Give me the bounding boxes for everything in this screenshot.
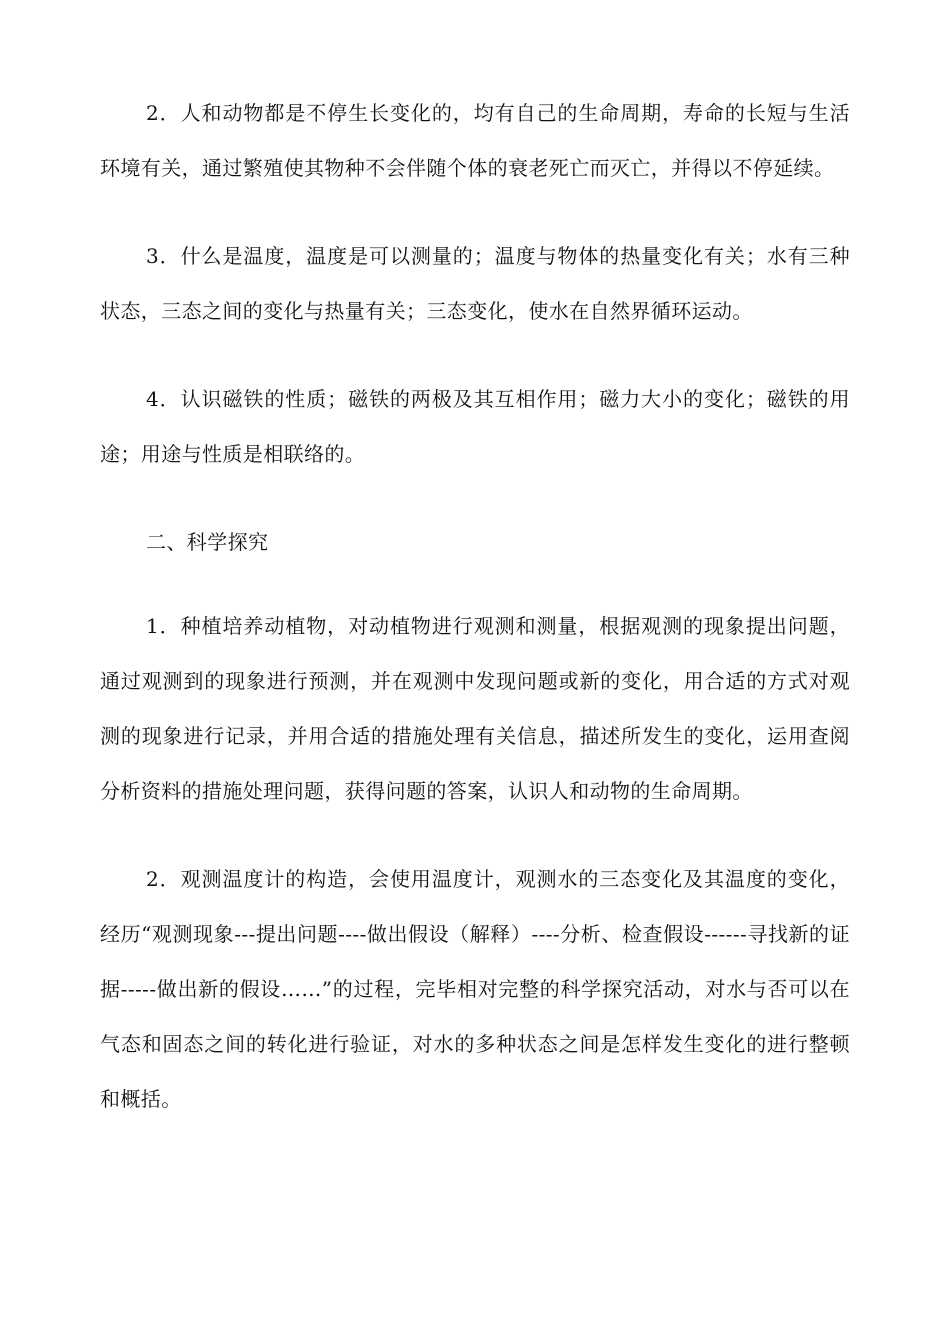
paragraph-magnet: 4．认识磁铁的性质；磁铁的两极及其互相作用；磁力大小的变化；磁铁的用途；用途与性质是相联络的。 bbox=[100, 387, 850, 466]
paragraph-thermometer-observation: 2．观测温度计的构造，会使用温度计，观测水的三态变化及其温度的变化，经历“观测现象---提出问题----做出假设（解释）----分析、检查假设------寻找新的证据-----做出新的假设……”的过程，完毕相对完整的科学探究活动，对水与否可以在气态和固态之间的转化进行验证，对水的多种状态之间是怎样发生变化的进行整顿和概括。 bbox=[100, 867, 850, 1111]
paragraph-temperature: 3．什么是温度，温度是可以测量的；温度与物体的热量变化有关；水有三种状态，三态之间的变化与热量有关；三态变化，使水在自然界循环运动。 bbox=[100, 244, 850, 323]
section-heading-science-inquiry: 二、科学探究 bbox=[146, 530, 269, 554]
document-body bbox=[100, 86, 850, 1160]
paragraph-plant-animal-observation: 1．种植培养动植物，对动植物进行观测和测量，根据观测的现象提出问题，通过观测到的现象进行预测，并在观测中发现问题或新的变化，用合适的方式对观测的现象进行记录，并用合适的措施处理有关信息，描述所发生的变化，运用查阅分析资料的措施处理问题，获得问题的答案，认识人和动物的生命周期。 bbox=[100, 614, 850, 803]
paragraph-human-animal-life-cycle: 2．人和动物都是不停生长变化的，均有自己的生命周期，寿命的长短与生活环境有关，通过繁殖使其物种不会伴随个体的衰老死亡而灭亡，并得以不停延续。 bbox=[100, 101, 850, 180]
